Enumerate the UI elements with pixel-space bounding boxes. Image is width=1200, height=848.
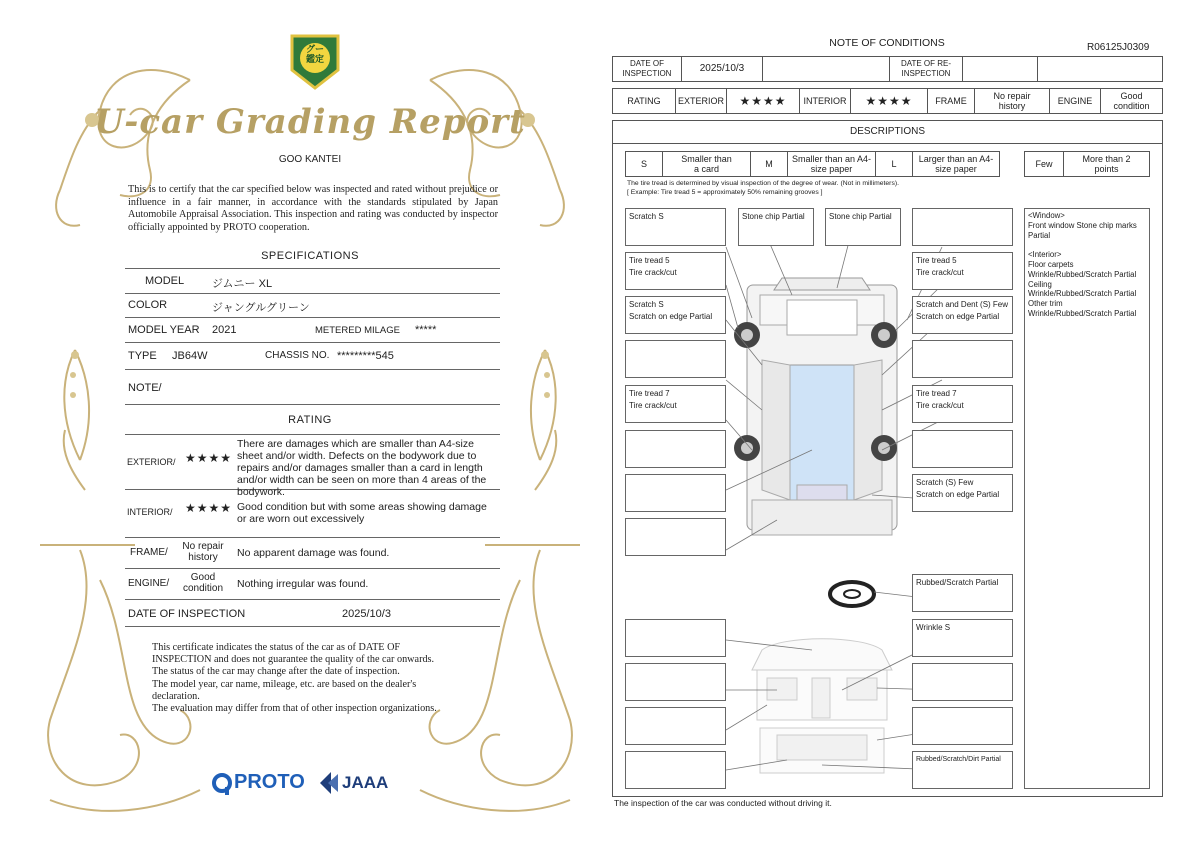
interior-stars: ★★★★ [185, 501, 233, 515]
condition-box-2: Stone chip Partial [738, 208, 814, 246]
jaaa-logo-text: JAAA [342, 773, 389, 792]
empty-cell [762, 56, 890, 82]
engine-label: ENGINE [1049, 88, 1101, 114]
footer-line: This certificate indicates the status of the car as of DATE OF [152, 642, 401, 653]
rating-row-interior [125, 489, 500, 538]
frame-label: FRAME/ [130, 547, 168, 558]
sheet-ref-number: R06125J0309 [1087, 42, 1150, 53]
footer-line: The model year, car name, mileage, etc. are based on the dealer's [152, 678, 417, 690]
proto-logo [212, 770, 312, 796]
color-label: COLOR [128, 299, 168, 311]
condition-box-20 [625, 663, 726, 701]
date-of-inspection-label: DATE OF INSPECTION [612, 56, 682, 82]
condition-box-25 [625, 751, 726, 789]
footer-line: The evaluation may differ from that of other inspection organizations. [152, 703, 437, 715]
rating-label: RATING [612, 88, 676, 114]
color-value: ジャングルグリーン [212, 302, 310, 314]
sheet-title: NOTE OF CONDITIONS [829, 37, 945, 49]
badge-text: グー 鑑定 [305, 44, 324, 64]
jaaa-logo [318, 770, 398, 796]
date-value: 2025/10/3 [342, 608, 391, 620]
condition-box-13 [625, 430, 726, 468]
frame-value: No repair history [974, 88, 1050, 114]
condition-box-12: Tire tread 7 Tire crack/cut [912, 385, 1013, 423]
year-label: MODEL YEAR [128, 324, 200, 336]
tread-note-2: [ Example: Tire tread 5 = approximately 50% remaining grooves ] [627, 189, 823, 196]
empty-cell [1037, 56, 1163, 82]
footer-line: The status of the car may change after the date of inspection. [152, 666, 400, 678]
tread-note-1: The tire tread is determined by visual inspection of the degree of wear. (Not in millimeters). [627, 180, 899, 187]
chassis-label: CHASSIS NO. [265, 350, 330, 361]
legend-s: S [625, 151, 663, 177]
condition-box-10 [912, 340, 1013, 378]
legend-m-text: Smaller than an A4-size paper [787, 151, 876, 177]
legend-l: L [875, 151, 913, 177]
milage-label: METERED MILAGE [315, 325, 400, 336]
spec-row-color [125, 293, 500, 318]
exterior-label: EXTERIOR [675, 88, 727, 114]
condition-box-14 [912, 430, 1013, 468]
legend-few: Few [1024, 151, 1064, 177]
exterior-stars: ★★★★ [726, 88, 800, 114]
condition-box-24 [912, 707, 1013, 745]
model-value: ジムニー XL [212, 278, 273, 290]
interior-label: INTERIOR/ [127, 507, 173, 517]
sheet-footer: The inspection of the car was conducted without driving it. [614, 798, 832, 808]
condition-box-16 [625, 474, 726, 512]
certificate-footer [152, 642, 492, 715]
legend-l-text: Larger than an A4-size paper [912, 151, 1000, 177]
date-of-reinspection-label: DATE OF RE-INSPECTION [889, 56, 963, 82]
condition-box-4 [912, 208, 1013, 246]
rating-heading: RATING [288, 414, 332, 426]
report-subtitle: GOO KANTEI [278, 154, 342, 165]
type-value: JB64W [172, 350, 208, 362]
date-of-inspection-value: 2025/10/3 [681, 56, 763, 82]
footer-line: declaration. [152, 690, 200, 702]
reinspection-value [962, 56, 1038, 82]
note-label: NOTE/ [128, 382, 162, 394]
type-label: TYPE [128, 350, 157, 362]
condition-box-3: Stone chip Partial [825, 208, 901, 246]
condition-box-1: Scratch S [625, 208, 726, 246]
descriptions-heading: DESCRIPTIONS [612, 120, 1163, 144]
condition-box-21: Rubbed/Scratch/Dirt Partial [912, 751, 1013, 789]
specifications-heading: SPECIFICATIONS [261, 250, 359, 262]
proto-logo-text: PROTO [234, 771, 305, 793]
condition-box-5: Tire tread 5 Tire crack/cut [625, 252, 726, 290]
condition-box-23 [625, 707, 726, 745]
interior-label: INTERIOR [799, 88, 851, 114]
grading-certificate [40, 20, 580, 830]
model-label: MODEL [145, 275, 185, 287]
condition-box-9 [625, 340, 726, 378]
exterior-label: EXTERIOR/ [127, 457, 176, 467]
legend-s-text: Smaller than a card [662, 151, 751, 177]
condition-box-8: Scratch and Dent (S) Few Scratch on edge Partial [912, 296, 1013, 334]
frame-label: FRAME [927, 88, 975, 114]
frame-text: No apparent damage was found. [237, 547, 390, 559]
condition-box-6: Tire tread 5 Tire crack/cut [912, 252, 1013, 290]
rating-row-frame [125, 538, 500, 569]
footer-line: INSPECTION and does not guarantee the quality of the car onwards. [152, 654, 435, 666]
chassis-value: *********545 [337, 350, 394, 362]
rating-row-date [125, 600, 500, 627]
interior-text: Good condition but with some areas showing damage or are worn out excessively [237, 501, 487, 525]
spec-row-year [125, 318, 500, 343]
legend-few-text: More than 2 points [1063, 151, 1150, 177]
engine-value: Good condition [182, 572, 224, 594]
side-notes-panel: <Window> Front window Stone chip marks Partial <Interior> Floor carpets Wrinkle/Rubbed/Scratch Partial Ceiling Wrinkle/Rubbed/Scratch Partial Other trim Wrinkle/Rubbed/Scratch Partial [1024, 208, 1150, 789]
exterior-stars: ★★★★ [185, 451, 233, 465]
rating-row-exterior [125, 434, 500, 498]
engine-value: Good condition [1100, 88, 1163, 114]
condition-box-17: Rubbed/Scratch Partial [912, 574, 1013, 612]
exterior-text: There are damages which are smaller than A4-size sheet and/or width. Defects on the bodywork due to repairs and/or damages smaller than a card in length and/or width can be seen on more than 4 areas of the bodywork. [237, 438, 487, 498]
condition-box-7: Scratch S Scratch on edge Partial [625, 296, 726, 334]
engine-text: Nothing irregular was found. [237, 578, 369, 590]
year-value: 2021 [212, 324, 237, 336]
condition-box-17b [625, 518, 726, 556]
interior-stars: ★★★★ [850, 88, 928, 114]
spec-row-model [125, 268, 500, 294]
date-label: DATE OF INSPECTION [128, 608, 246, 620]
legend-m: M [750, 151, 788, 177]
engine-label: ENGINE/ [128, 578, 170, 589]
goo-kantei-badge [288, 32, 342, 90]
milage-value: ***** [415, 324, 437, 336]
spec-row-type [125, 343, 500, 370]
report-title: U-car Grading Report [94, 102, 526, 142]
condition-box-18: Wrinkle S [912, 619, 1013, 657]
spec-row-note [125, 370, 500, 405]
certificate-intro: This is to certify that the car specified below was inspected and rated without prejudice or influence in a fair manner, in accordance with the standards stipulated by Japan Automobile Appraisal Association. This inspection and rating was conducted by inspector officially appointed by PROTO cooperation. [128, 184, 498, 233]
condition-box-19 [625, 619, 726, 657]
frame-value: No repair history [182, 541, 224, 563]
condition-box-11: Tire tread 7 Tire crack/cut [625, 385, 726, 423]
condition-box-15: Scratch (S) Few Scratch on edge Partial [912, 474, 1013, 512]
condition-box-22 [912, 663, 1013, 701]
rating-row-engine [125, 569, 500, 600]
